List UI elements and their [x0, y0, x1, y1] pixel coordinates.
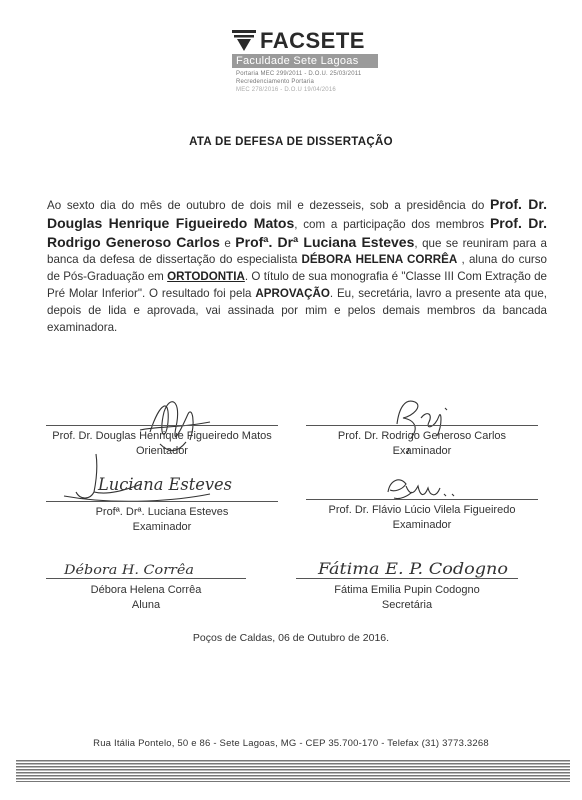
body-text-3: e	[219, 236, 236, 250]
facsete-emblem-icon	[232, 30, 258, 52]
luciana-handwriting: Luciana Esteves	[97, 475, 233, 495]
signatory-fatima	[296, 583, 518, 612]
signature-line-fatima	[296, 578, 518, 579]
result-value: APROVAÇÃO	[255, 286, 330, 300]
signatory-debora	[46, 583, 246, 612]
body-text-2: , com a participação dos membros	[294, 217, 490, 231]
place-and-date: Poços de Caldas, 06 de Outubro de 2016.	[192, 632, 390, 644]
signatory-luciana	[40, 505, 284, 534]
signature-line-flavio	[306, 499, 538, 500]
footer-address: Rua Itália Pontelo, 50 e 86 - Sete Lagoas, MG - CEP 35.700-170 - Telefax (31) 3773.3268	[93, 738, 489, 749]
signatory-role: Examinador	[392, 444, 452, 457]
logo-line-3: MEC 278/2016 - D.O.U 19/04/2016	[236, 87, 336, 93]
signatory-role: Examinador	[392, 518, 452, 531]
signatory-name: Profª. Drª. Luciana Esteves	[95, 506, 229, 518]
body-text-4: , que se reuniram para a banca da defesa de dissertação do especialista	[47, 236, 547, 267]
footer-stripes	[16, 760, 570, 782]
signatory-role: Examinador	[132, 520, 192, 533]
body-text-1: Ao sexto dia do mês de outubro de dois mil e dezesseis, sob a presidência do	[47, 199, 491, 212]
signatory-name: Prof. Dr. Rodrigo Generoso Carlos	[337, 430, 507, 442]
signature-line-luciana	[46, 501, 278, 502]
signature-line-rodrigo	[306, 425, 538, 426]
body-text-5: , aluna do curso de Pós-Graduação em	[47, 253, 548, 284]
signature-luciana	[60, 444, 240, 504]
minutes-paragraph	[47, 196, 547, 336]
member-1-name: Prof. Dr. Rodrigo Generoso Carlos	[47, 214, 547, 250]
facsete-logo	[232, 28, 392, 98]
member-2-name: Profª. Drª Luciana Esteves	[235, 233, 415, 250]
signatory-flavio	[300, 503, 544, 532]
signatory-role: Aluna	[131, 598, 161, 611]
signatory-name: Débora Helena Corrêa	[90, 584, 202, 596]
course-name: ORTODONTIA	[167, 270, 245, 284]
president-name: Prof. Dr. Douglas Henrique Figueiredo Matos	[47, 196, 547, 231]
signature-line-douglas	[46, 425, 278, 426]
signatory-rodrigo	[300, 429, 544, 458]
document-title: ATA DE DEFESA DE DISSERTAÇÃO	[189, 136, 393, 148]
signature-line-debora	[46, 578, 246, 579]
signatory-role: Orientador	[136, 444, 188, 457]
signature-debora	[62, 556, 202, 580]
logo-line-1: Portaria MEC 299/2011 - D.O.U. 25/03/2011	[236, 71, 362, 77]
signatory-role: Secretária	[381, 598, 433, 611]
signatory-name: Prof. Dr. Douglas Henrique Figueiredo Matos	[52, 430, 272, 442]
logo-name: FACSETE	[260, 28, 365, 53]
student-name: DÉBORA HELENA CORRÊA	[301, 253, 458, 267]
signatory-name: Prof. Dr. Flávio Lúcio Vilela Figueiredo	[328, 504, 516, 516]
body-text-7: . Eu, secretária, lavro a presente ata que, depois de lida e aprovada, vai assinada por mim e pelos demais membros da bancada examinadora.	[47, 286, 547, 334]
logo-line-2: Recredenciamento Portaria	[236, 79, 315, 85]
body-text-6: . O título de sua monografia é "Classe III Com Extração de Pré Molar Inferior". O resultado foi pela	[47, 270, 547, 300]
logo-subtitle: Faculdade Sete Lagoas	[232, 54, 378, 68]
fatima-handwriting: Fátima E. P. Codogno	[316, 559, 508, 578]
debora-handwriting: Débora H. Corrêa	[62, 563, 194, 578]
signatory-name: Fátima Emilia Pupin Codogno	[334, 584, 480, 596]
